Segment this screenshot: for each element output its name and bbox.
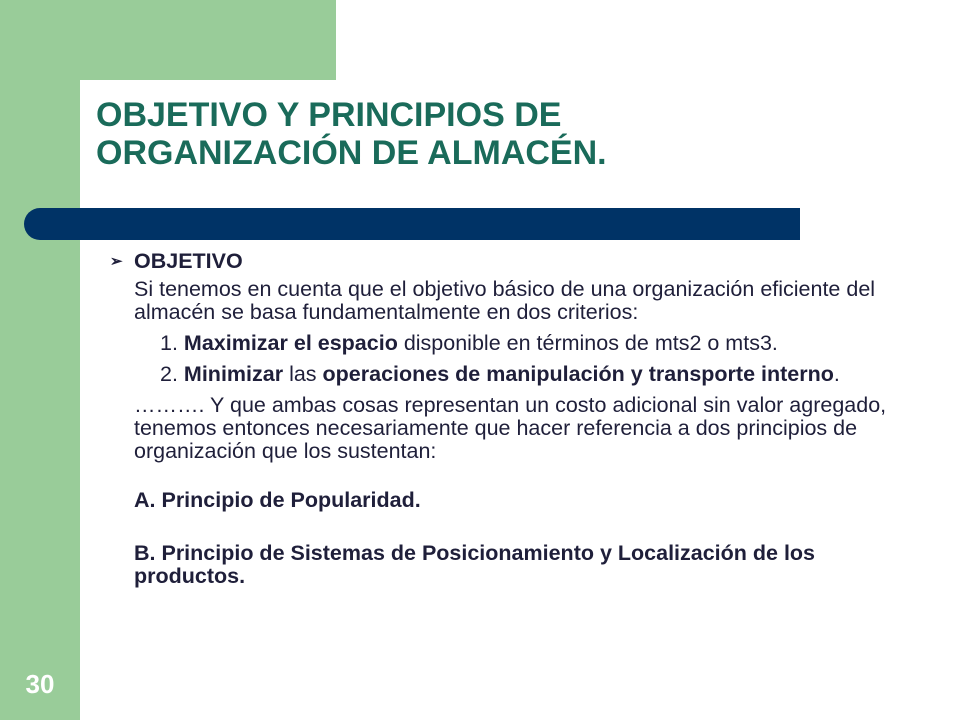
title-divider-bar: [24, 208, 800, 240]
bullet-heading: [110, 250, 900, 273]
criterion-2: [134, 363, 900, 386]
slide-body: [110, 250, 900, 588]
arrow-right-icon: ➢: [110, 253, 123, 270]
top-band: [0, 0, 336, 80]
heading-text: OBJETIVO: [134, 249, 243, 273]
criterion-2-end: .: [833, 362, 840, 386]
principle-a: A. Principio de Popularidad.: [134, 488, 421, 512]
slide-title-line-1: OBJETIVO Y PRINCIPIOS DE: [96, 96, 562, 134]
criterion-2-number: 2.: [160, 362, 178, 386]
criterion-1-text: disponible en términos de mts2 o mts3.: [403, 331, 778, 355]
page-number: 30: [25, 669, 55, 699]
intro-paragraph: Si tenemos en cuenta que el objetivo básico de una organización eficiente del almacén se basa fundamentalmente en dos criterios:: [134, 277, 876, 324]
slide-title: [96, 96, 796, 172]
criterion-1-number: 1.: [160, 331, 178, 355]
criterion-2-bold-1: Minimizar: [183, 362, 284, 386]
slide-title-line-2: ORGANIZACIÓN DE ALMACÉN.: [96, 134, 607, 172]
criterion-1-bold: Maximizar el espacio: [183, 331, 398, 355]
criterion-1: [134, 332, 900, 355]
principle-b: B. Principio de Sistemas de Posicionamiento y Localización de los productos.: [134, 541, 816, 588]
continuation-paragraph: ………. Y que ambas cosas representan un costo adicional sin valor agregado, tenemos entonces necesariamente que hacer referencia a dos principios de organización que los sustentan:: [134, 393, 887, 463]
criterion-2-bold-2: operaciones de manipulación y transporte interno: [322, 362, 834, 386]
sidebar-band: [0, 0, 80, 720]
criterion-2-mid: las: [289, 362, 317, 386]
